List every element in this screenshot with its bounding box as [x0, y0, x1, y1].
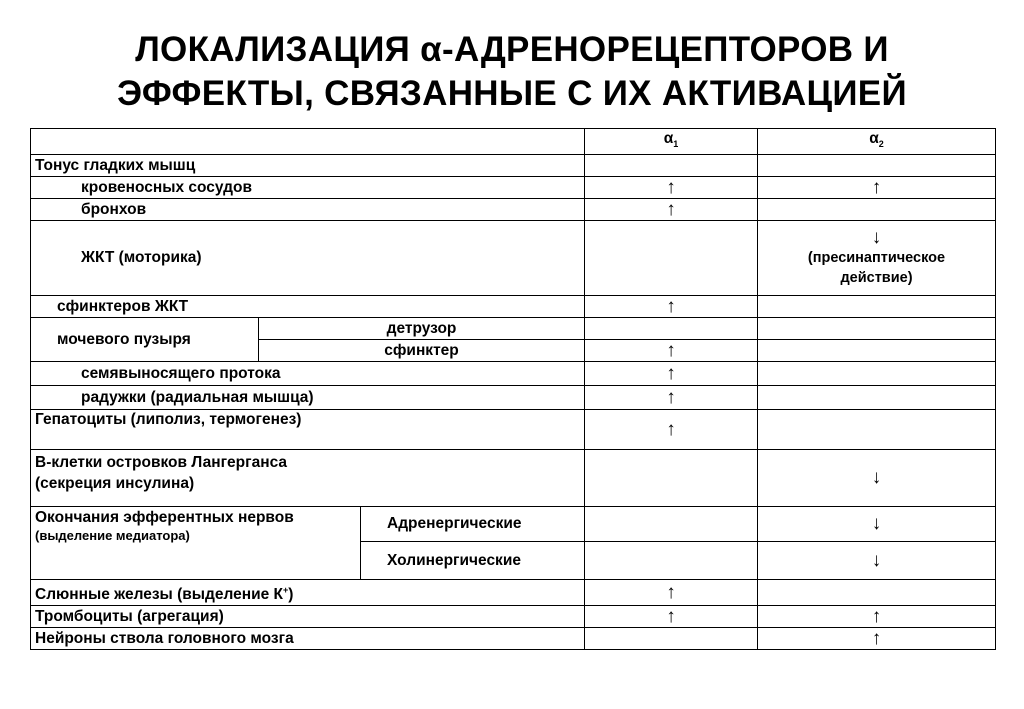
table-row: [31, 507, 996, 542]
table-row: [31, 296, 996, 318]
table-row: [31, 386, 996, 410]
sub-label: сфинктер: [259, 340, 585, 362]
row-label: Тонус гладких мышц: [31, 155, 585, 177]
table-row: [31, 199, 996, 221]
table-row: [31, 580, 996, 606]
up-arrow-icon: ↑: [585, 340, 758, 362]
table-row: [31, 628, 996, 650]
table-row: [31, 221, 996, 296]
row-label: бронхов: [31, 199, 585, 221]
up-arrow-icon: ↑: [585, 386, 758, 410]
up-arrow-icon: ↑: [758, 628, 996, 650]
row-label: радужки (радиальная мышца): [31, 386, 585, 410]
up-arrow-icon: ↑: [585, 296, 758, 318]
up-arrow-icon: ↑: [585, 580, 758, 606]
table-row: [31, 155, 996, 177]
table-row: [31, 362, 996, 386]
alpha2-cell: [758, 221, 996, 296]
row-label: Окончания эфферентных нервов (выделение медиатора): [31, 507, 361, 580]
up-arrow-icon: ↑: [585, 199, 758, 221]
row-label: Гепатоциты (липолиз, термогенез): [31, 410, 585, 450]
alpha1-header: $\alpha_1$: [585, 129, 758, 155]
down-arrow-icon: ↓: [871, 227, 882, 248]
row-label: кровеносных сосудов: [31, 177, 585, 199]
row-label: мочевого пузыря: [31, 318, 259, 362]
page-title-line-2: ЭФФЕКТЫ, СВЯЗАННЫЕ С ИХ АКТИВАЦИЕЙ: [117, 74, 907, 113]
up-arrow-icon: ↑: [585, 177, 758, 199]
table-row: [31, 177, 996, 199]
table-row: [31, 318, 996, 340]
table-row: [31, 450, 996, 507]
row-label: B-клетки островков Лангерганса (секреция инсулина): [31, 450, 585, 507]
alpha-symbol: α: [420, 30, 442, 69]
down-arrow-icon: ↓: [758, 507, 996, 542]
up-arrow-icon: ↑: [585, 410, 758, 450]
row-label: Слюнные железы (выделение К+): [31, 580, 585, 606]
up-arrow-icon: ↑: [585, 606, 758, 628]
table-row: [31, 410, 996, 450]
row-label: семявыносящего протока: [31, 362, 585, 386]
sub-label: Адренергические: [361, 507, 585, 542]
row-label: Нейроны ствола головного мозга: [31, 628, 585, 650]
row-label: сфинктеров ЖКТ: [31, 296, 585, 318]
down-arrow-icon: ↓: [758, 542, 996, 580]
up-arrow-icon: ↑: [758, 606, 996, 628]
table-row: [31, 606, 996, 628]
up-arrow-icon: ↑: [585, 362, 758, 386]
sub-label: детрузор: [259, 318, 585, 340]
receptor-table: [30, 128, 996, 650]
down-arrow-icon: ↓: [758, 450, 996, 507]
row-label: ЖКТ (моторика): [31, 221, 585, 296]
page-title-line-1: ЛОКАЛИЗАЦИЯ α-АДРЕНОРЕЦЕПТОРОВ И: [135, 30, 889, 69]
note-text: (пресинаптическое действие): [807, 250, 946, 286]
row-label: Тромбоциты (агрегация): [31, 606, 585, 628]
sub-label: Холинергические: [361, 542, 585, 580]
up-arrow-icon: ↑: [758, 177, 996, 199]
alpha2-header: $\alpha_2$: [758, 129, 996, 155]
header-row: [31, 129, 996, 155]
